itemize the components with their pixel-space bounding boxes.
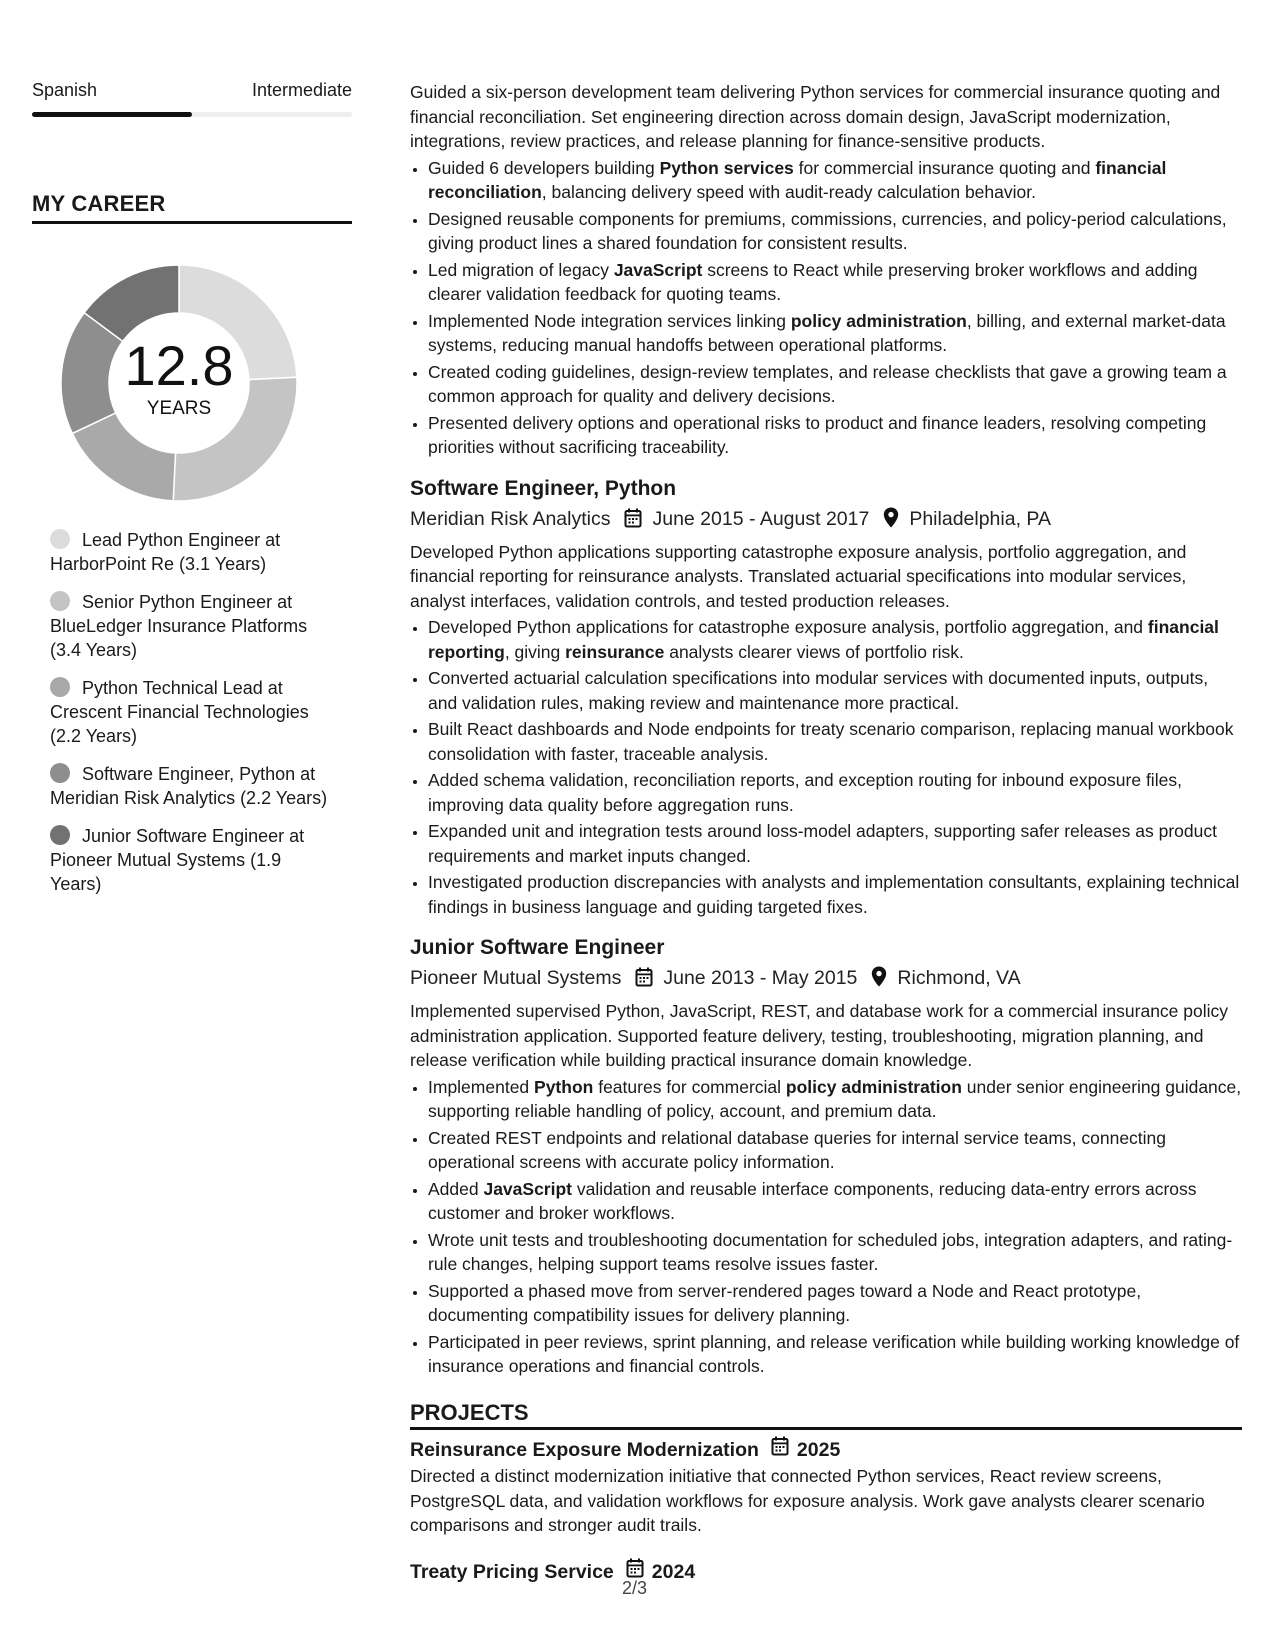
job-location: Philadelphia, PA <box>909 507 1051 530</box>
projects-heading: PROJECTS <box>410 1401 1242 1431</box>
bullet-item: • Created REST endpoints and relational database queries for internal service teams, connecting operational screens with accurate policy information. <box>428 1126 1242 1175</box>
page-number: 2/3 <box>622 1578 648 1598</box>
left-column <box>32 80 352 910</box>
legend-label: Junior Software Engineer at Pioneer Mutual Systems (1.9 Years) <box>50 826 305 894</box>
bullet-item: • Implemented Node integration services linking policy administration, billing, and external market-data systems, reducing manual handoffs between operational platforms. <box>428 309 1242 358</box>
experience-meridian <box>410 474 1242 920</box>
project-description: Directed a distinct modernization initiative that connected Python services, React review screens, PostgreSQL data, and validation workflows for exposure analysis. Work gave analysts clearer scenario comparisons and stronger audit trails. <box>410 1466 1205 1535</box>
project-year: 2024 <box>651 1560 696 1583</box>
location-pin-icon <box>871 963 887 993</box>
experience-pioneer <box>410 933 1242 1379</box>
project-year: 2025 <box>796 1439 841 1461</box>
calendar-icon <box>771 1436 789 1464</box>
job-dates: June 2013 - May 2015 <box>663 967 858 989</box>
career-legend <box>50 528 335 896</box>
calendar-icon <box>624 504 642 534</box>
project-title-row <box>410 1558 1242 1586</box>
legend-item <box>50 824 335 896</box>
language-proficiency-bar <box>32 112 352 117</box>
bullet-item: • Built React dashboards and Node endpoints for treaty scenario comparison, replacing manual workbook consolidation with faster, traceable analysis. <box>428 717 1242 766</box>
job-bullets <box>410 1075 1242 1379</box>
job-summary: Developed Python applications supporting catastrophe exposure analysis, portfolio aggregation, and financial reporting for reinsurance analysts. Translated actuarial specifications into modular services, analyst interfaces, validation controls, and tested production releases. <box>410 541 1187 611</box>
career-heading: MY CAREER <box>32 191 352 224</box>
job-meta <box>410 963 1242 993</box>
legend-label: Senior Python Engineer at BlueLedger Insurance Platforms (3.4 Years) <box>50 592 308 660</box>
bullet-item: • Participated in peer reviews, sprint planning, and release verification while building working knowledge of insurance operations and financial controls. <box>428 1330 1242 1379</box>
job-summary: Guided a six-person development team delivering Python services for commercial insurance quoting and financial reconciliation. Set engineering direction across domain design, JavaScript modernization, integrations, review practices, and release planning for finance-sensitive products. <box>410 82 1221 151</box>
legend-item <box>50 528 335 576</box>
legend-item <box>50 590 335 662</box>
bullet-item: • Led migration of legacy JavaScript screens to React while preserving broker workflows and adding clearer validation feedback for quoting teams. <box>428 258 1242 307</box>
legend-dot-icon <box>50 591 70 611</box>
language-proficiency-fill <box>32 112 192 117</box>
project-item <box>410 1436 1242 1538</box>
job-dates: June 2015 - August 2017 <box>652 507 870 530</box>
bullet-item: • Added schema validation, reconciliation reports, and exception routing for inbound exposure files, improving data quality before aggregation runs. <box>428 768 1242 817</box>
company-name: Pioneer Mutual Systems <box>410 967 622 989</box>
bullet-item: • Developed Python applications for catastrophe exposure analysis, portfolio aggregation, and financial reporting, giving reinsurance analysts clearer views of portfolio risk. <box>428 615 1242 664</box>
legend-dot-icon <box>50 677 70 697</box>
bullet-item: • Converted actuarial calculation specifications into modular services with documented inputs, outputs, and validation rules, making review and maintenance more practical. <box>428 666 1242 715</box>
location-pin-icon <box>883 504 899 534</box>
project-title-row <box>410 1436 1242 1464</box>
language-name: Spanish <box>32 80 98 100</box>
legend-dot-icon <box>50 529 70 549</box>
bullet-item: • Created coding guidelines, design-review templates, and release checklists that gave a growing team a common approach for quality and delivery decisions. <box>428 360 1242 409</box>
bullet-item: • Designed reusable components for premiums, commissions, currencies, and policy-period calculations, giving product lines a shared foundation for consistent results. <box>428 207 1242 256</box>
job-meta <box>410 504 1242 534</box>
bullet-item: • Wrote unit tests and troubleshooting documentation for scheduled jobs, integration adapters, and rating-rule changes, helping support teams resolve issues faster. <box>428 1228 1242 1277</box>
projects-section <box>410 1401 1242 1586</box>
experience-lead-python-engineer <box>410 80 1242 460</box>
bullet-item: • Investigated production discrepancies with analysts and implementation consultants, explaining technical findings in business language and guiding targeted fixes. <box>428 870 1242 919</box>
bullet-item: • Added JavaScript validation and reusable interface components, reducing data-entry errors across customer and broker workflows. <box>428 1177 1242 1226</box>
legend-label: Python Technical Lead at Crescent Financial Technologies (2.2 Years) <box>50 678 309 746</box>
legend-item <box>50 762 335 810</box>
career-total-years: 12.8 <box>124 334 234 397</box>
right-column <box>410 80 1242 1586</box>
legend-item <box>50 676 335 748</box>
project-title: Reinsurance Exposure Modernization <box>410 1439 759 1461</box>
language-level: Intermediate <box>251 80 352 100</box>
job-location: Richmond, VA <box>897 967 1021 989</box>
legend-label: Lead Python Engineer at HarborPoint Re (3.1 Years) <box>50 530 281 574</box>
job-bullets <box>410 615 1242 919</box>
job-summary: Implemented supervised Python, JavaScript, REST, and database work for a commercial insurance policy administration application. Supported feature delivery, testing, troubleshooting, migration planning, and release verification while building practical insurance domain knowledge. <box>410 1001 1229 1070</box>
legend-dot-icon <box>50 825 70 845</box>
bullet-item: • Supported a phased move from server-rendered pages toward a Node and React prototype, documenting compatibility issues for delivery planning. <box>428 1279 1242 1328</box>
project-title: Treaty Pricing Service <box>410 1560 614 1583</box>
bullet-item: • Implemented Python features for commercial policy administration under senior engineering guidance, supporting reliable handling of policy, account, and premium data. <box>428 1075 1242 1124</box>
bullet-item: • Guided 6 developers building Python services for commercial insurance quoting and financial reconciliation, balancing delivery speed with audit-ready calculation behavior. <box>428 156 1242 205</box>
career-donut-chart <box>54 258 304 508</box>
company-name: Meridian Risk Analytics <box>410 507 611 530</box>
job-title: Software Engineer, Python <box>410 476 677 500</box>
job-bullets <box>410 156 1242 460</box>
legend-label: Software Engineer, Python at Meridian Risk Analytics (2.2 Years) <box>50 764 328 808</box>
bullet-item: • Presented delivery options and operational risks to product and finance leaders, resolving competing priorities without sacrificing traceability. <box>428 411 1242 460</box>
language-item <box>32 80 352 117</box>
bullet-item: • Expanded unit and integration tests around loss-model adapters, supporting safer releases as product requirements and market inputs changed. <box>428 819 1242 868</box>
calendar-icon <box>635 963 653 993</box>
project-item <box>410 1558 1242 1586</box>
legend-dot-icon <box>50 763 70 783</box>
job-title: Junior Software Engineer <box>410 936 665 959</box>
career-total-unit: YEARS <box>146 398 212 419</box>
